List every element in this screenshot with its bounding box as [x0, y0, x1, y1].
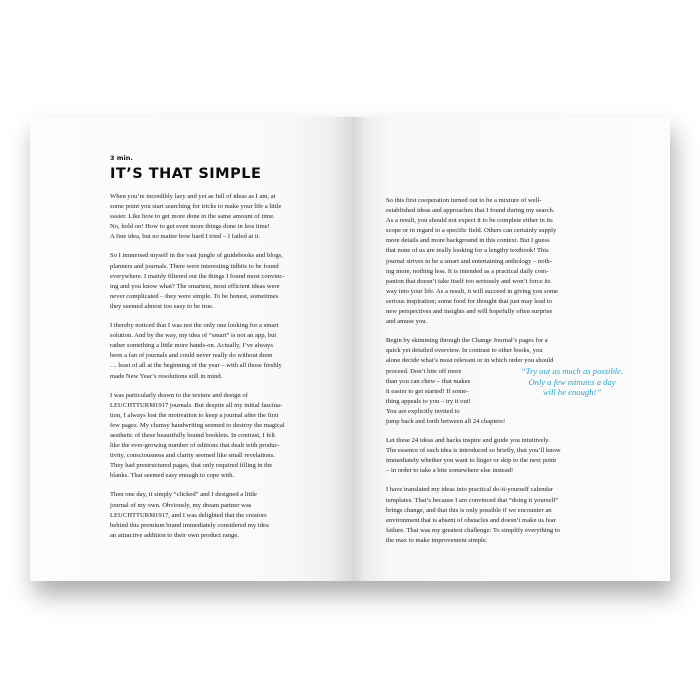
text-line: failure. That was my greatest challenge: To simplify everything to — [386, 526, 560, 534]
text-line: alone decide what’s most relevant or in which order you should — [386, 357, 554, 365]
text-line: I thereby noticed that I was not the only one looking for a smart — [110, 322, 279, 330]
text-line: tion, I always lost the motivation to keep a journal after the first — [110, 411, 279, 419]
text-line: blanks. That seemed easy enough to cope with. — [110, 472, 235, 480]
text-line: established ideas and approaches that I found during my search. — [386, 207, 555, 215]
text-line: journal strives to be a smart and entertaining anthology – noth- — [386, 257, 552, 265]
body-paragraph — [110, 251, 344, 312]
text-line: it easier to get started! If some- — [386, 387, 469, 395]
text-line: more details and more background in this context. But I guess — [386, 237, 550, 245]
text-line: aesthetic of these beautifully bound booklets. In contrast, I felt — [110, 431, 275, 439]
text-line: immediately whether you want to linger or skip to the next point — [386, 457, 557, 465]
right-page-content — [386, 196, 626, 555]
text-line: They had prestructured pages, that only required filling in the — [110, 462, 273, 470]
text-line: So this first cooperation turned out to be a mixture of well- — [386, 197, 542, 204]
text-line: that none of us are really looking for a lengthy textbook! This — [386, 247, 549, 255]
text-line: planners and journals. There were interesting tidbits to be found — [110, 262, 279, 270]
text-line: tivity, consciousness and clarity seemed like small revelations. — [110, 452, 275, 460]
body-paragraph — [110, 321, 344, 382]
text-line: thing appeals to you – try it out! — [386, 397, 471, 405]
text-line: serious inspiration; some food for thought that just may lead to — [386, 297, 552, 305]
text-line: When you’re incredibly lazy and yet as full of ideas as I am, at — [110, 193, 276, 200]
text-line: never complicated – they were simple. To be honest, sometimes — [110, 292, 279, 300]
text-line: and amuse you. — [386, 318, 428, 326]
text-line: So I immersed myself in the vast jungle of guidebooks and blogs, — [110, 252, 283, 260]
text-line: been a fan of journals and could never really do without them — [110, 352, 273, 360]
left-page — [30, 117, 352, 581]
text-line: ing and you know what? The smartest, most efficient ideas were — [110, 282, 280, 290]
pull-quote-line: Only a few minutes a day — [528, 376, 616, 387]
text-line: behind this premium brand immediately considered my idea — [110, 521, 269, 529]
text-line: jump back and forth between all 24 chapters! — [386, 417, 506, 425]
text-line: A fine idea, but no matter how hard I tried – I failed at it. — [110, 233, 261, 241]
text-line: I have translated my ideas into practical do-it-yourself calendar — [386, 486, 553, 494]
text-line: You are explicitly invited to — [386, 407, 460, 415]
text-line: panion that doesn’t take itself too seriously and won’t force its — [386, 277, 551, 285]
text-line: … least of all at the beginning of the year – with all those freshly — [110, 362, 282, 370]
text-line: brings change, and that this is only possible if we encounter an — [386, 506, 552, 514]
body-paragraph — [110, 490, 344, 540]
text-line: No, hold on! How to get even more things done in less time! — [110, 223, 270, 231]
text-line: made New Year’s resolutions still in mind. — [110, 372, 223, 380]
body-paragraph — [110, 391, 344, 482]
text-line: quick yet detailed overview. In contrast to other books, you — [386, 347, 543, 355]
text-line: LEUCHTTURM1917 journals. But despite all my initial fascina- — [110, 401, 283, 409]
right-page — [352, 117, 670, 581]
text-line: Begin by skimming through the Change Journal’s pages for a — [386, 337, 548, 345]
text-line: LEUCHTTURM1917, and I was delighted that the creators — [110, 511, 267, 519]
text-line: As a result, you should not expect it to be complete either in its — [386, 217, 553, 225]
text-line: few pages. My clumsy handwriting seemed to destroy the magical — [110, 421, 285, 429]
text-line: than you can chew – that makes — [386, 377, 471, 385]
body-paragraph — [386, 485, 626, 546]
text-line: The essence of each idea is introduced so briefly, that you’ll know — [386, 447, 561, 455]
text-line: ing more, nothing less. It is intended as a practical daily com- — [386, 267, 549, 275]
text-line: an attractive addition to their own product range. — [110, 531, 239, 539]
text-line: way into your life. As a result, it will succeed in giving you some — [386, 287, 558, 295]
text-line: they seemed almost too easy to be true. — [110, 302, 214, 310]
text-line: I was particularly drawn to the texture and design of — [110, 391, 248, 399]
pull-quote-line: will be enough!” — [542, 387, 602, 398]
pull-quote — [502, 366, 642, 398]
text-line: Let these 24 ideas and hacks inspire and guide you intuitively. — [386, 437, 550, 445]
text-line: some point you start searching for tricks to make your life a little — [110, 203, 282, 211]
text-line: the max to make improvement simple. — [386, 536, 488, 544]
chapter-title: IT’S THAT SIMPLE — [110, 166, 262, 182]
text-line: scope or in regard to a specific field. Others can certainly supply — [386, 227, 557, 235]
text-line: Then one day, it simply “clicked” and I designed a little — [110, 491, 257, 499]
body-paragraph — [386, 436, 626, 476]
text-line: journal of my own. Obviously, my dream partner was — [110, 501, 252, 509]
text-line: new perspectives and insights and will hopefully often surprise — [386, 308, 553, 316]
text-line: easier. Like how to get more done in the same amount of time. — [110, 213, 275, 221]
text-line: like the ever-growing number of editions that dealt with produc- — [110, 442, 280, 450]
body-paragraph — [386, 196, 626, 327]
text-line: solution. And by the way, my idea of “smart” is not an app, but — [110, 332, 277, 340]
left-page-content — [110, 154, 344, 550]
text-line: templates. That’s because I am convinced that “doing it yourself” — [386, 496, 559, 504]
reading-time-label: 3 min. — [110, 154, 133, 162]
text-line: everywhere. I mainly filtered out the things I found most convinc- — [110, 272, 285, 280]
body-paragraph — [110, 192, 344, 242]
text-line: proceed. Don’t bite off more — [386, 367, 462, 375]
body-paragraph — [386, 336, 626, 427]
text-line: rather something a little more hands-on. Actually, I’ve always — [110, 342, 273, 350]
text-line: – in order to take a bite somewhere else instead! — [386, 467, 514, 475]
pull-quote-line: “Try out as much as possible. — [520, 366, 624, 377]
text-line: environment that is absent of obstacles and doesn’t make us fear — [386, 516, 556, 524]
open-book — [30, 117, 670, 581]
